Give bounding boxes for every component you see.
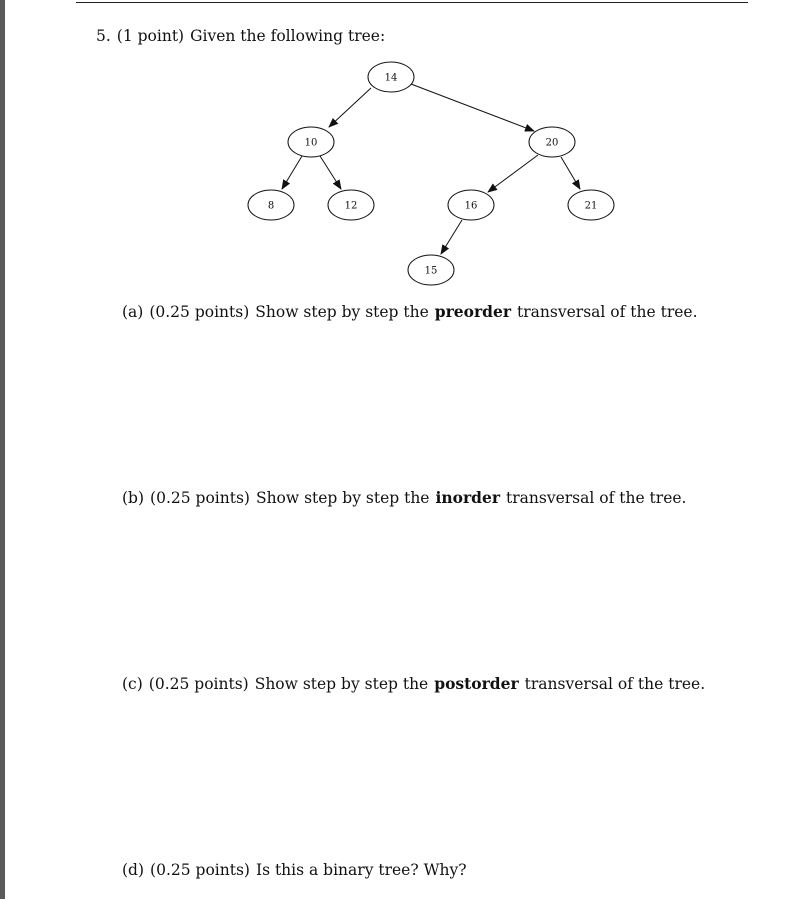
part-a-points: (0.25 points) bbox=[149, 303, 250, 321]
edge-10-8 bbox=[282, 156, 302, 189]
edge-14-10 bbox=[329, 88, 371, 127]
tree-node-16 bbox=[448, 190, 494, 220]
node-label-8: 8 bbox=[267, 200, 275, 212]
part-a-text-end: transversal of the tree. bbox=[517, 303, 698, 321]
tree-node-12 bbox=[328, 190, 374, 220]
part-b-keyword: inorder bbox=[435, 488, 501, 507]
node-label-20: 20 bbox=[545, 137, 559, 149]
tree-node-10 bbox=[288, 127, 334, 157]
tree-node-14 bbox=[368, 62, 414, 92]
question-prompt: Given the following tree: bbox=[190, 27, 386, 45]
part-b-text: Show step by step the bbox=[255, 489, 430, 507]
part-c-text-end: transversal of the tree. bbox=[524, 675, 706, 693]
part-c bbox=[122, 674, 705, 694]
edge-20-21 bbox=[561, 157, 580, 189]
edge-10-12 bbox=[320, 156, 341, 189]
part-c-keyword: postorder bbox=[434, 674, 519, 693]
tree-node-15 bbox=[408, 255, 454, 285]
tree-edges bbox=[282, 84, 580, 254]
part-c-label: (c) bbox=[122, 675, 143, 693]
edge-16-15 bbox=[441, 220, 462, 254]
node-label-14: 14 bbox=[384, 72, 398, 84]
part-c-text: Show step by step the bbox=[254, 675, 429, 693]
tree-node-21 bbox=[568, 190, 614, 220]
part-b-label: (b) bbox=[122, 489, 145, 507]
part-a-keyword: preorder bbox=[434, 302, 512, 321]
node-label-21: 21 bbox=[584, 200, 598, 212]
part-a-label: (a) bbox=[122, 303, 144, 321]
part-a-text: Show step by step the bbox=[255, 303, 429, 321]
question-number: 5. bbox=[96, 27, 111, 45]
part-d-text: Is this a binary tree? Why? bbox=[255, 861, 467, 879]
part-b bbox=[122, 488, 686, 508]
tree-node-20 bbox=[529, 127, 575, 157]
part-b-points: (0.25 points) bbox=[150, 489, 250, 507]
question-points: (1 point) bbox=[116, 27, 185, 45]
edge-14-20 bbox=[411, 84, 534, 131]
edge-20-16 bbox=[488, 155, 538, 192]
node-label-15: 15 bbox=[424, 265, 438, 277]
tree-node-8 bbox=[248, 190, 294, 220]
node-label-16: 16 bbox=[464, 200, 478, 212]
node-label-10: 10 bbox=[304, 137, 318, 149]
part-d-points: (0.25 points) bbox=[150, 861, 250, 879]
part-c-points: (0.25 points) bbox=[148, 675, 249, 693]
node-label-12: 12 bbox=[344, 200, 358, 212]
part-d bbox=[122, 860, 467, 880]
tree-diagram bbox=[0, 0, 805, 300]
part-d-label: (d) bbox=[122, 861, 145, 879]
part-a bbox=[122, 302, 698, 322]
part-b-text-end: transversal of the tree. bbox=[506, 489, 687, 507]
